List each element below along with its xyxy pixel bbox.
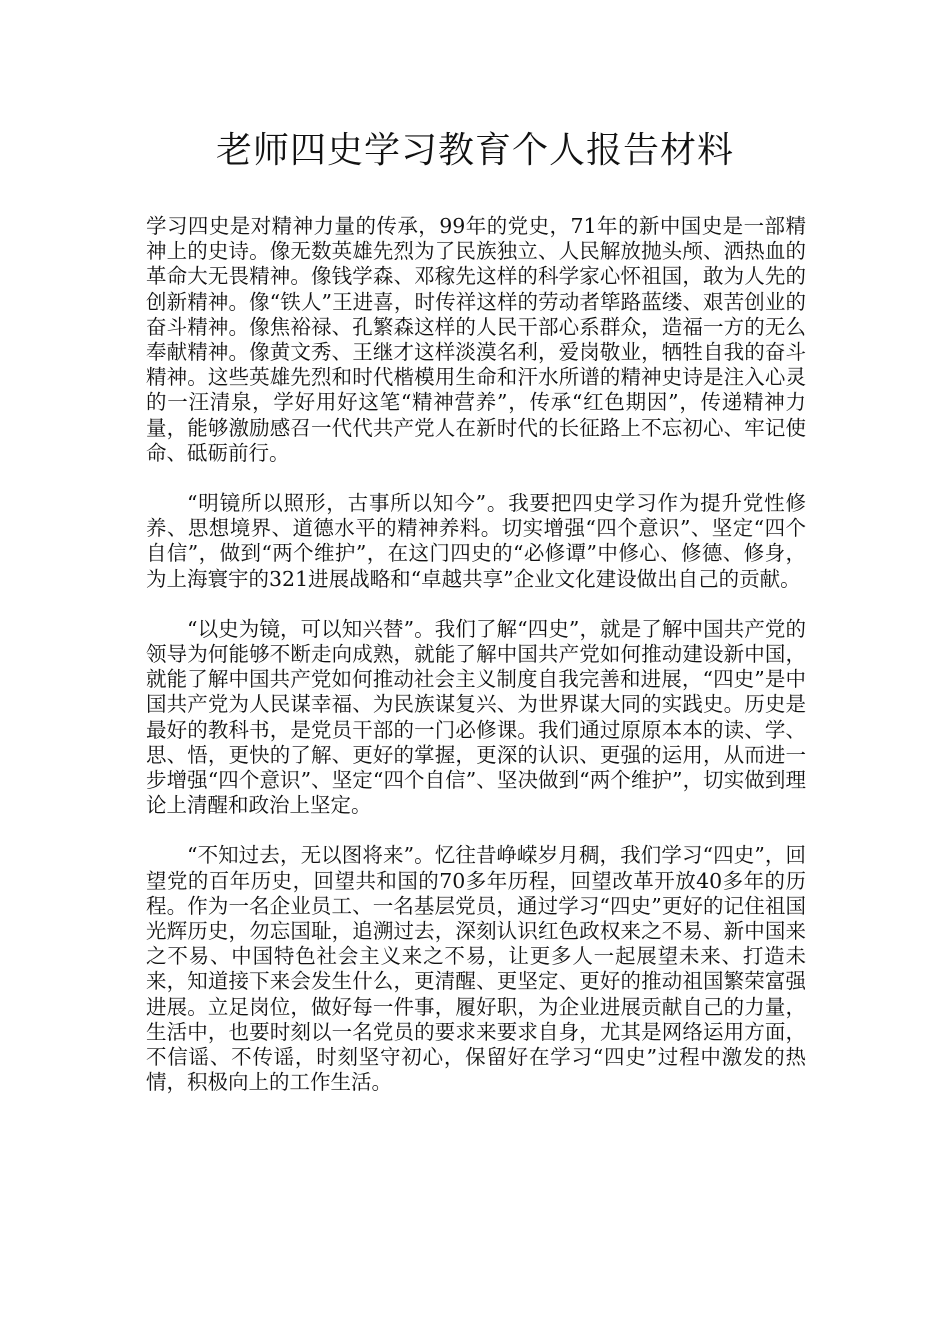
document-body bbox=[146, 214, 806, 1121]
paragraph-3: “以史为镜，可以知兴替”。我们了解“四史”，就是了解中国共产党的领导为何能够不断走向成熟，就能了解中国共产党如何推动建设新中国，就能了解中国共产党如何推动社会主义制度自我完善和进展，“四史”是中国共产党为人民谋幸福、为民族谋复兴、为世界谋大同的实践史。历史是最好的教科书，是党员干部的一门必修课。我们通过原原本本的读、学、思、悟，更快的了解、更好的掌握，更深的认识、更强的运用，从而进一步增强“四个意识”、坚定“四个自信”、坚决做到“两个维护”，切实做到理论上清醒和政治上坚定。 bbox=[146, 616, 806, 818]
document-title: 老师四史学习教育个人报告材料 bbox=[215, 130, 734, 171]
paragraph-4: “不知过去，无以图将来”。忆往昔峥嵘岁月稠，我们学习“四史”，回望党的百年历史，回望共和国的70多年历程，回望改革开放40多年的历程。作为一名企业员工、一名基层党员，通过学习“四史”更好的记住祖国光辉历史，勿忘国耻，追溯过去，深刻认识红色政权来之不易、新中国来之不易、中国特色社会主义来之不易，让更多人一起展望未来、打造未来，知道接下来会发生什么，更清醒、更坚定、更好的推动祖国繁荣富强进展。立足岗位，做好每一件事，履好职，为企业进展贡献自己的力量，生活中，也要时刻以一名党员的要求来要求自身，尤其是网络运用方面，不信谣、不传谣，时刻坚守初心，保留好在学习“四史”过程中激发的热情，积极向上的工作生活。 bbox=[146, 843, 806, 1095]
paragraph-2: “明镜所以照形，古事所以知今”。我要把四史学习作为提升党性修养、思想境界、道德水平的精神养料。切实增强“四个意识”、坚定“四个自信”，做到“两个维护”，在这门四史的“必修谭”中修心、修德、修身，为上海寰宇的321进展战略和“卓越共享”企业文化建设做出自己的贡献。 bbox=[146, 491, 806, 591]
paragraph-1: 学习四史是对精神力量的传承，99年的党史，71年的新中国史是一部精神上的史诗。像无数英雄先烈为了民族独立、人民解放抛头颅、洒热血的革命大无畏精神。像钱学森、邓稼先这样的科学家心怀祖国，敢为人先的创新精神。像“铁人”王进喜，时传祥这样的劳动者筚路蓝缕、艰苦创业的奋斗精神。像焦裕禄、孔繁森这样的人民干部心系群众，造福一方的无么奉献精神。像黄文秀、王继才这样淡漠名利，爱岗敬业，牺牲自我的奋斗精神。这些英雄先烈和时代楷模用生命和汗水所谱的精神史诗是注入心灵的一汪清泉，学好用好这笔“精神营养”，传承“红色期因”，传递精神力量，能够激励感召一代代共产党人在新时代的长征路上不忘初心、牢记使命、砥砺前行。 bbox=[146, 214, 806, 465]
